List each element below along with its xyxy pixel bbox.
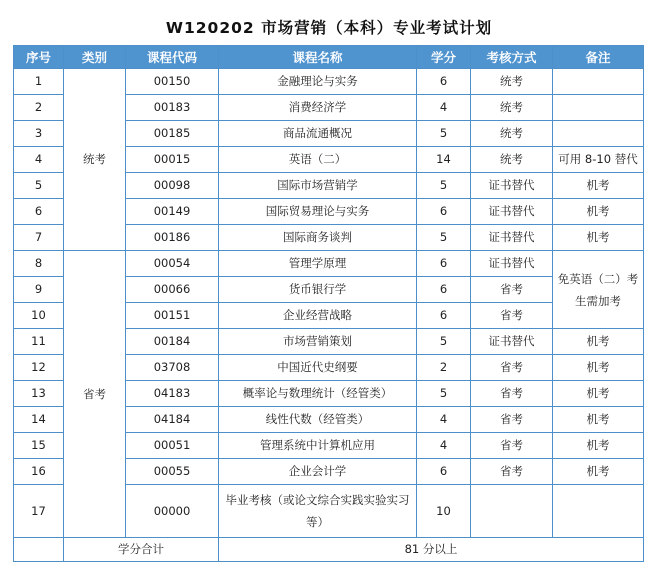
row-code: 00186 [126, 225, 219, 251]
row-note: 机考 [553, 355, 644, 381]
row-no: 15 [14, 433, 64, 459]
row-code: 00150 [126, 69, 219, 95]
table-row [14, 69, 644, 95]
row-course-name: 管理学原理 [219, 251, 417, 277]
row-course-name: 毕业考核（或论文综合实践实验实习等） [219, 485, 417, 538]
row-note: 机考 [553, 407, 644, 433]
row-credit: 5 [417, 121, 471, 147]
row-code: 00184 [126, 329, 219, 355]
row-credit: 4 [417, 407, 471, 433]
row-code: 04184 [126, 407, 219, 433]
row-note [553, 69, 644, 95]
row-no: 16 [14, 459, 64, 485]
merged-note: 免英语（二）考生需加考 [553, 251, 644, 329]
row-no: 3 [14, 121, 64, 147]
row-no: 13 [14, 381, 64, 407]
header-no: 序号 [14, 46, 64, 69]
row-method: 省考 [471, 433, 553, 459]
row-note [553, 485, 644, 538]
row-method: 省考 [471, 381, 553, 407]
category-unified: 统考 [64, 69, 126, 251]
header-category: 类别 [64, 46, 126, 69]
row-course-name: 货币银行学 [219, 277, 417, 303]
row-note: 机考 [553, 173, 644, 199]
row-code: 00015 [126, 147, 219, 173]
row-method: 省考 [471, 277, 553, 303]
row-code: 00183 [126, 95, 219, 121]
exam-plan-table [13, 45, 644, 562]
row-credit: 6 [417, 277, 471, 303]
row-method: 统考 [471, 121, 553, 147]
row-course-name: 中国近代史纲要 [219, 355, 417, 381]
row-note: 机考 [553, 433, 644, 459]
row-code: 00185 [126, 121, 219, 147]
row-code: 00151 [126, 303, 219, 329]
row-no: 2 [14, 95, 64, 121]
row-no: 10 [14, 303, 64, 329]
row-course-name: 国际商务谈判 [219, 225, 417, 251]
total-label: 学分合计 [64, 538, 219, 562]
row-course-name: 国际市场营销学 [219, 173, 417, 199]
row-note: 机考 [553, 459, 644, 485]
row-code: 00051 [126, 433, 219, 459]
header-row [14, 46, 644, 69]
row-method [471, 485, 553, 538]
row-method: 证书替代 [471, 251, 553, 277]
header-code: 课程代码 [126, 46, 219, 69]
row-no: 17 [14, 485, 64, 538]
row-credit: 5 [417, 381, 471, 407]
row-course-name: 概率论与数理统计（经管类） [219, 381, 417, 407]
row-credit: 2 [417, 355, 471, 381]
header-note: 备注 [553, 46, 644, 69]
row-method: 证书替代 [471, 173, 553, 199]
row-credit: 6 [417, 303, 471, 329]
row-note: 机考 [553, 381, 644, 407]
row-credit: 5 [417, 173, 471, 199]
row-no: 9 [14, 277, 64, 303]
row-credit: 4 [417, 433, 471, 459]
row-credit: 6 [417, 251, 471, 277]
row-credit: 6 [417, 69, 471, 95]
row-no: 7 [14, 225, 64, 251]
row-course-name: 企业经营战略 [219, 303, 417, 329]
row-code: 00000 [126, 485, 219, 538]
category-provincial: 省考 [64, 251, 126, 538]
row-code: 00055 [126, 459, 219, 485]
row-no: 14 [14, 407, 64, 433]
row-method: 统考 [471, 147, 553, 173]
row-no: 5 [14, 173, 64, 199]
row-no: 1 [14, 69, 64, 95]
row-method: 省考 [471, 355, 553, 381]
header-course-name: 课程名称 [219, 46, 417, 69]
row-credit: 5 [417, 225, 471, 251]
row-method: 证书替代 [471, 329, 553, 355]
header-credit: 学分 [417, 46, 471, 69]
row-code: 03708 [126, 355, 219, 381]
total-empty-cell [14, 538, 64, 562]
row-note [553, 121, 644, 147]
row-course-name: 消费经济学 [219, 95, 417, 121]
row-course-name: 金融理论与实务 [219, 69, 417, 95]
row-method: 证书替代 [471, 199, 553, 225]
row-note: 机考 [553, 225, 644, 251]
row-credit: 6 [417, 459, 471, 485]
row-note: 机考 [553, 199, 644, 225]
row-note: 机考 [553, 329, 644, 355]
row-note [553, 95, 644, 121]
row-credit: 14 [417, 147, 471, 173]
row-no: 4 [14, 147, 64, 173]
row-course-name: 管理系统中计算机应用 [219, 433, 417, 459]
row-method: 省考 [471, 407, 553, 433]
row-method: 省考 [471, 303, 553, 329]
total-row [14, 538, 644, 562]
table-row [14, 251, 644, 277]
row-course-name: 英语（二） [219, 147, 417, 173]
row-code: 00149 [126, 199, 219, 225]
row-course-name: 商品流通概况 [219, 121, 417, 147]
row-code: 00054 [126, 251, 219, 277]
row-code: 04183 [126, 381, 219, 407]
row-course-name: 线性代数（经管类） [219, 407, 417, 433]
row-no: 6 [14, 199, 64, 225]
row-credit: 6 [417, 199, 471, 225]
row-method: 统考 [471, 95, 553, 121]
row-credit: 10 [417, 485, 471, 538]
header-method: 考核方式 [471, 46, 553, 69]
document-title: W120202 市场营销（本科）专业考试计划 [165, 19, 493, 37]
row-method: 统考 [471, 69, 553, 95]
row-course-name: 国际贸易理论与实务 [219, 199, 417, 225]
row-course-name: 市场营销策划 [219, 329, 417, 355]
row-no: 12 [14, 355, 64, 381]
row-method: 证书替代 [471, 225, 553, 251]
row-method: 省考 [471, 459, 553, 485]
row-no: 11 [14, 329, 64, 355]
row-credit: 4 [417, 95, 471, 121]
row-no: 8 [14, 251, 64, 277]
total-value: 81 分以上 [219, 538, 644, 562]
row-note: 可用 8-10 替代 [553, 147, 644, 173]
row-code: 00066 [126, 277, 219, 303]
row-code: 00098 [126, 173, 219, 199]
row-course-name: 企业会计学 [219, 459, 417, 485]
row-credit: 5 [417, 329, 471, 355]
